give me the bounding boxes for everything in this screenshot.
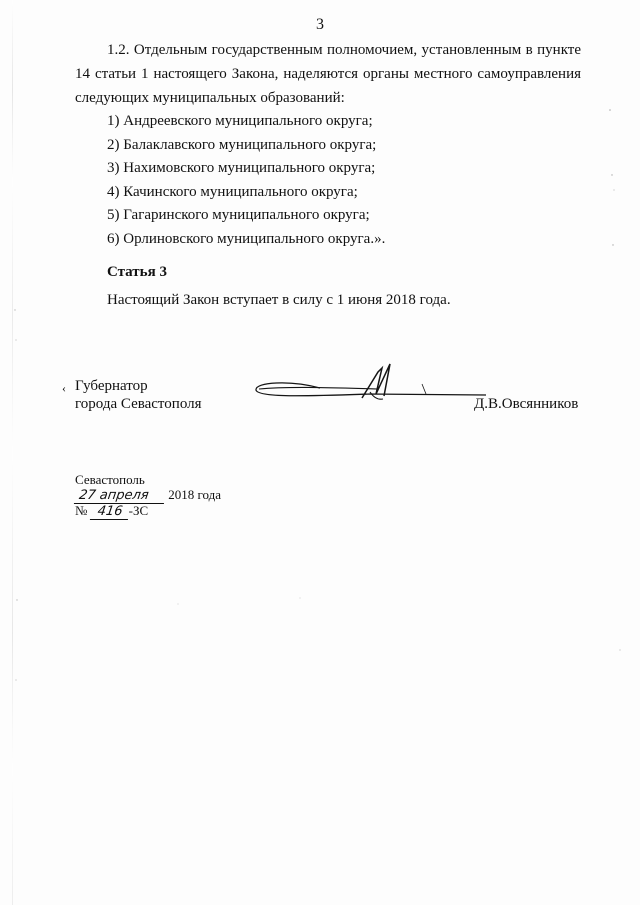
signatory-title-line1: Губернатор: [75, 378, 148, 394]
section-1-2-paragraph: 1.2. Отдельным государственным полномочием, установленным в пункте 14 статьи 1 настоящего Закона, наделяются органы местного самоуправления следующих муниципальных образований:: [75, 42, 581, 106]
signing-place: Севастополь: [75, 472, 145, 487]
number-sign: №: [75, 503, 88, 518]
handwritten-number: 416: [90, 504, 130, 520]
article-3-text: Настоящий Закон вступает в силу с 1 июня 2018 года.: [107, 292, 451, 308]
list-item: 5) Гагаринского муниципального округа;: [107, 207, 370, 224]
list-item: 1) Андреевского муниципального округа;: [107, 113, 373, 129]
list-item: 4) Качинского муниципального округа;: [107, 183, 358, 200]
page-number: 3: [316, 16, 324, 33]
handwritten-date: 27 апреля: [74, 488, 166, 504]
list-item: 3) Нахимовского муниципального округа;: [107, 160, 376, 177]
tick-mark-icon: ‹: [62, 381, 66, 395]
list-item: 6) Орлиновского муниципального округа.».: [107, 230, 386, 247]
list-item: 2) Балаклавского муниципального округа;: [107, 136, 377, 153]
number-suffix: -ЗС: [128, 503, 149, 518]
date-year: 2018 года: [168, 487, 222, 502]
signatory-name: Д.В.Овсянников: [474, 396, 579, 412]
article-3-heading: Статья 3: [107, 264, 167, 280]
signatory-title-line2: города Севастополя: [75, 396, 202, 412]
